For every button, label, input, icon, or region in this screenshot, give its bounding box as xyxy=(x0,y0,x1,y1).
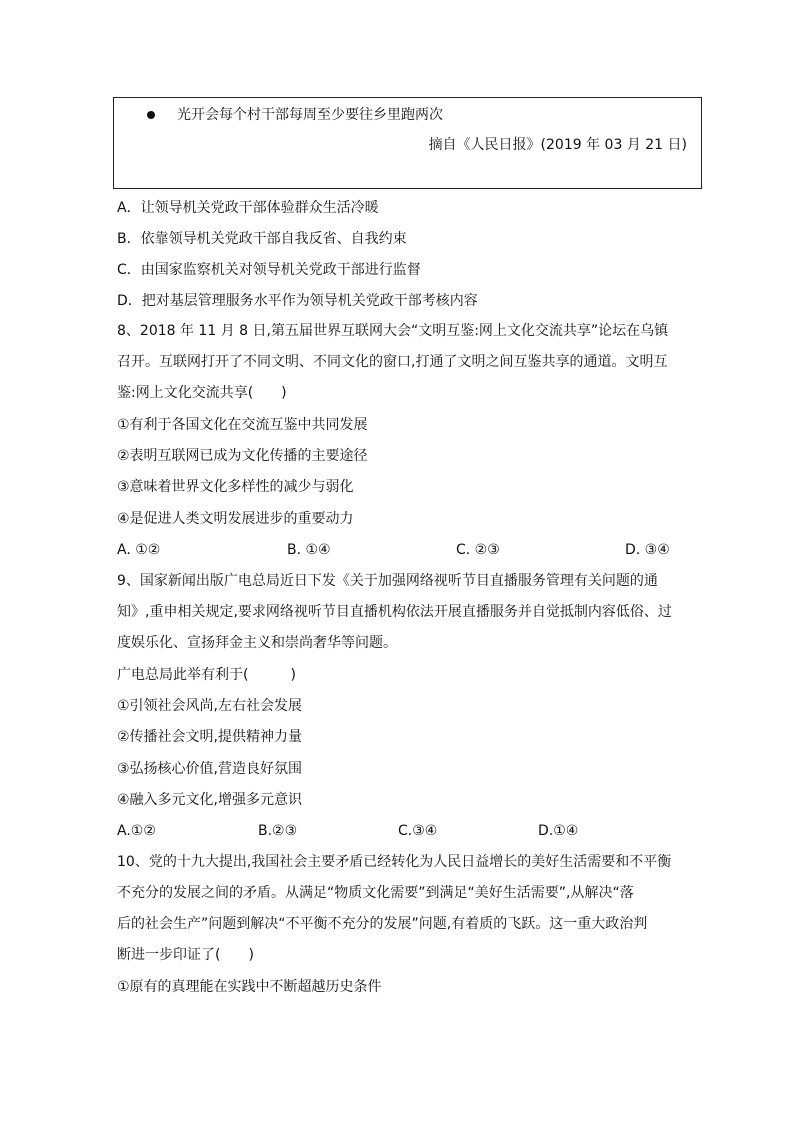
bullet-dot-icon xyxy=(147,111,155,119)
q7-option-c: C．由国家监察机关对领导机关党政干部进行监督 xyxy=(117,262,421,278)
q8-choice-d: D. ③④ xyxy=(625,542,670,558)
q9-choice-a: A.①② xyxy=(117,823,156,839)
q10-stem-line-1: 10、党的十九大提出,我国社会主要矛盾已经转化为人民日益增长的美好生活需要和不平衡 xyxy=(117,854,672,870)
q9-stem-line-4: 广电总局此举有利于( ) xyxy=(117,667,296,683)
q9-stem-line-1: 9、国家新闻出版广电总局近日下发《关于加强网络视听节目直播服务管理有关问题的通 xyxy=(117,573,658,589)
q8-item-4: ④是促进人类文明发展进步的重要动力 xyxy=(117,511,354,527)
q10-stem-line-2: 不充分的发展之间的矛盾。从满足“物质文化需要”到满足“美好生活需要”,从解决“落 xyxy=(117,885,634,901)
q7-option-d: D．把对基层管理服务水平作为领导机关党政干部考核内容 xyxy=(117,293,478,309)
q9-item-2: ②传播社会文明,提供精神力量 xyxy=(117,729,303,745)
news-excerpt-box xyxy=(113,97,702,189)
q8-choice-b: B. ①④ xyxy=(287,542,331,558)
q9-item-4: ④融入多元文化,增强多元意识 xyxy=(117,792,303,808)
q7-option-a: A．让领导机关党政干部体验群众生活冷暖 xyxy=(117,200,379,216)
q8-item-1: ①有利于各国文化在交流互鉴中共同发展 xyxy=(117,417,368,433)
q9-choice-b: B.②③ xyxy=(258,823,298,839)
q10-item-1: ①原有的真理能在实践中不断超越历史条件 xyxy=(117,979,382,995)
q9-choice-d: D.①④ xyxy=(538,823,579,839)
q8-choice-c: C. ②③ xyxy=(456,542,500,558)
excerpt-source: 摘自《人民日报》(2019 年 03 月 21 日) xyxy=(428,137,687,153)
q8-choice-a: A. ①② xyxy=(117,542,161,558)
q9-choice-c: C.③④ xyxy=(398,823,438,839)
q8-stem-line-1: 8、2018 年 11 月 8 日,第五届世界互联网大会“文明互鉴:网上文化交流共享”论坛在乌镇 xyxy=(117,323,669,339)
q10-stem-line-4: 断进一步印证了( ) xyxy=(117,947,254,963)
q7-option-b: B．依靠领导机关党政干部自我反省、自我约束 xyxy=(117,231,407,247)
q9-item-3: ③弘扬核心价值,营造良好氛围 xyxy=(117,761,303,777)
q9-stem-line-2: 知》,重申相关规定,要求网络视听节目直播机构依法开展直播服务并自觉抵制内容低俗、过 xyxy=(117,604,672,620)
q8-item-3: ③意味着世界文化多样性的减少与弱化 xyxy=(117,479,354,495)
q9-stem-line-3: 度娱乐化、宣扬拜金主义和崇尚奢华等问题。 xyxy=(117,635,397,651)
q9-item-1: ①引领社会风尚,左右社会发展 xyxy=(117,698,303,714)
q10-stem-line-3: 后的社会生产”问题到解决“不平衡不充分的发展”问题,有着质的飞跃。这一重大政治判 xyxy=(117,916,648,932)
q8-stem-line-3: 鉴:网上文化交流共享( ) xyxy=(117,385,287,401)
q8-item-2: ②表明互联网已成为文化传播的主要途径 xyxy=(117,448,368,464)
excerpt-bullet-item xyxy=(147,106,443,124)
excerpt-bullet-text: 光开会每个村干部每周至少要往乡里跑两次 xyxy=(177,107,443,123)
q8-stem-line-2: 召开。互联网打开了不同文明、不同文化的窗口,打通了文明之间互鉴共享的通道。文明互 xyxy=(117,354,668,370)
